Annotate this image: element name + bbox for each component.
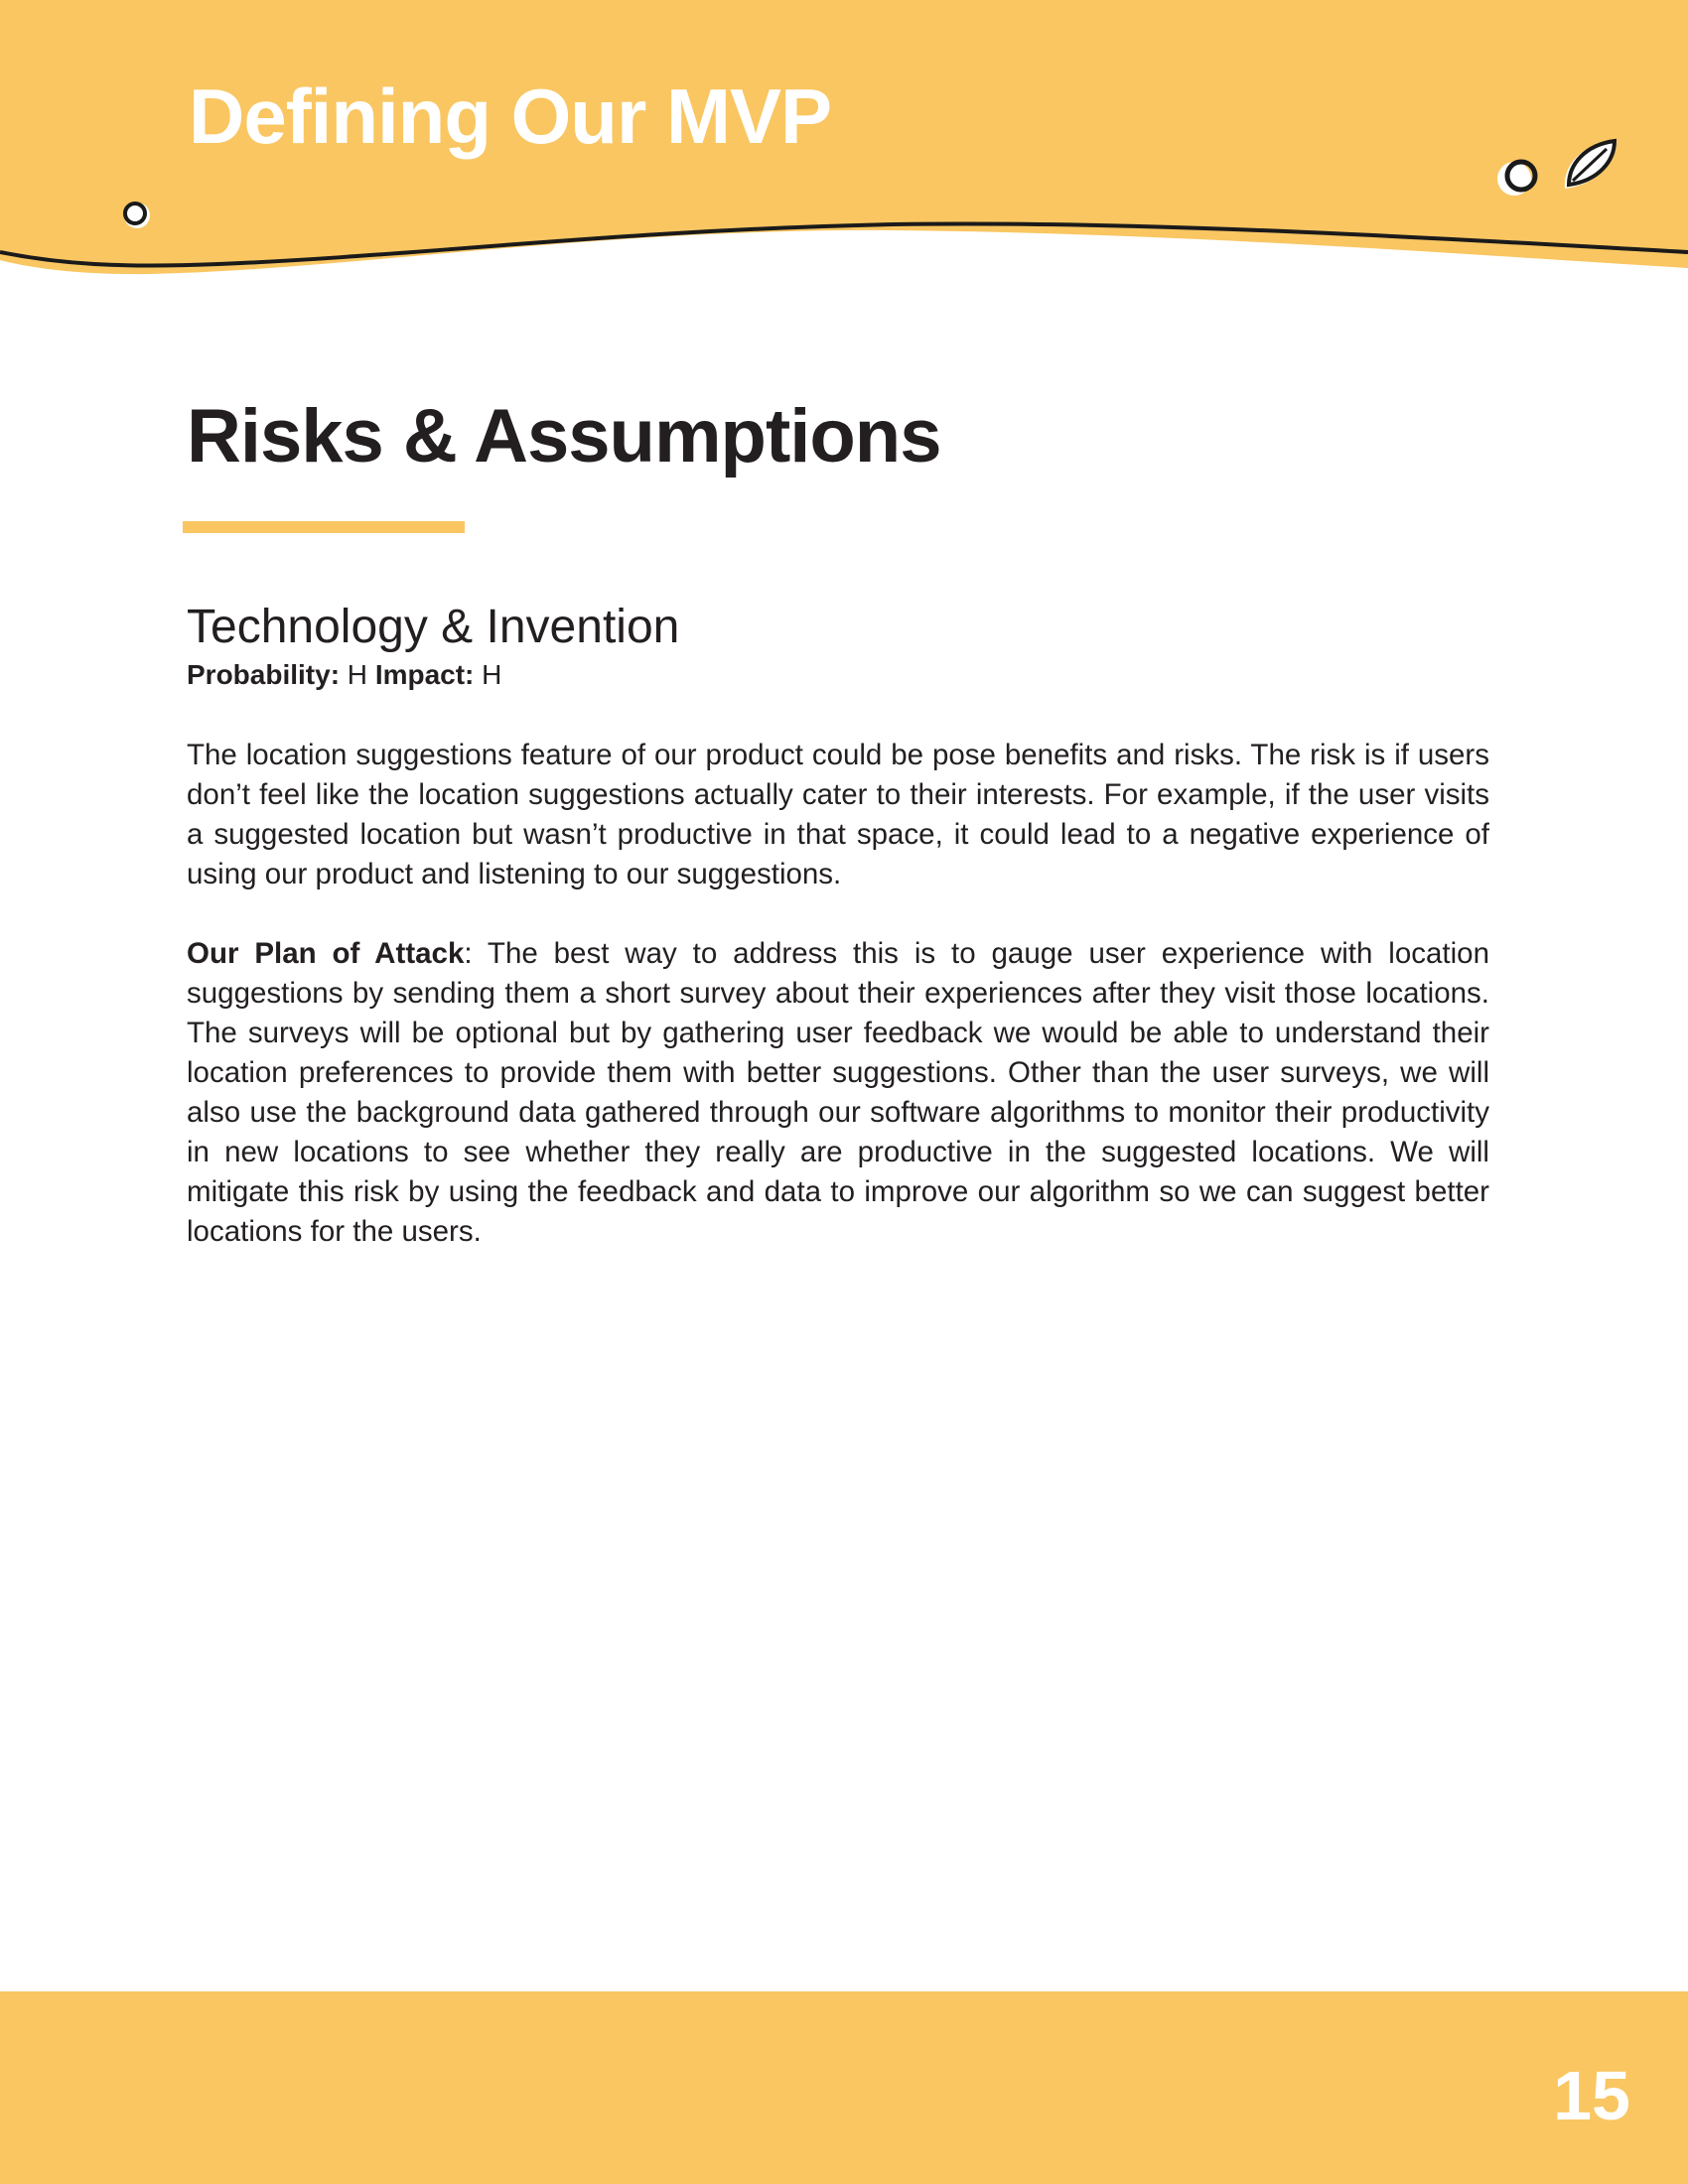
risk-rating-line: [187, 661, 501, 689]
impact-value: H: [482, 659, 502, 690]
probability-value: H: [347, 659, 368, 690]
small-circle-icon: [124, 203, 150, 228]
section-title: Risks & Assumptions: [187, 394, 941, 478]
title-underline-divider: [183, 521, 465, 533]
probability-label: Probability:: [187, 659, 341, 690]
header-banner: [0, 0, 1688, 288]
risk-description-paragraph: The location suggestions feature of our product could be pose benefits and risks. The risk is if users don’t feel like the location suggestions actually cater to their interests. For example, if the user visits a suggested location but wasn’t productive in that space, it could lead to a negative experience of using our product and listening to our suggestions.: [187, 739, 1489, 890]
header-title: Defining Our MVP: [189, 72, 831, 160]
plan-of-attack-label: Our Plan of Attack: [187, 937, 465, 970]
plan-of-attack-paragraph: [187, 934, 1489, 1252]
impact-label: Impact:: [374, 659, 475, 690]
page-number: 15: [1553, 2057, 1630, 2134]
footer-banner: [0, 1991, 1688, 2184]
plan-of-attack-text: : The best way to address this is to gauge user experience with location suggestions by sending them a short survey about their experiences after they visit those locations. The surveys will be optional but by gathering user feedback we would be able to understand their location preferences to provide them with better suggestions. Other than the user surveys, we will also use the background data gathered through our software algorithms to monitor their productivity in new locations to see whether they really are productive in the suggested locations. We will mitigate this risk by using the feedback and data to improve our algorithm so we can suggest better locations for the users.: [187, 937, 1489, 1248]
subsection-title: Technology & Invention: [187, 601, 680, 653]
